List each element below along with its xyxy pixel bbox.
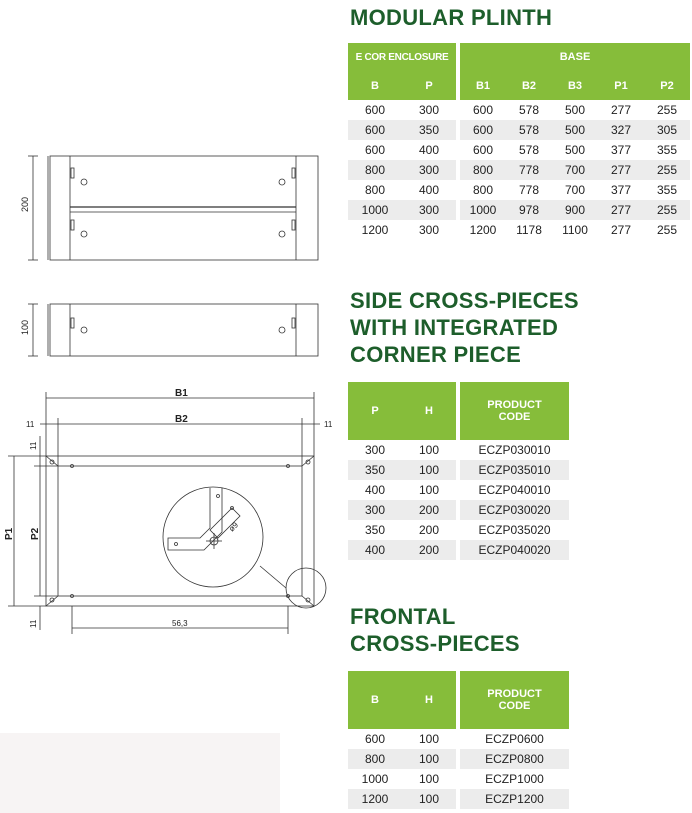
plinth-plan-view	[8, 392, 326, 634]
header-b: B	[348, 71, 402, 100]
side-cross-pieces-rows	[348, 440, 569, 560]
table-cell: 600	[364, 732, 386, 746]
table-cell: 255	[644, 160, 690, 180]
technical-drawing	[0, 0, 345, 700]
table-cell: 100	[402, 749, 456, 769]
table-cell: 327	[598, 120, 644, 140]
table-cell: 1200	[348, 789, 402, 809]
table-row	[348, 200, 690, 220]
frontal-cross-pieces-table	[348, 671, 569, 809]
table-cell: 900	[552, 200, 598, 220]
frontal-code-line-1: PRODUCT	[487, 688, 542, 700]
dim-label-b2: B2	[175, 414, 188, 425]
table-cell: 400	[418, 143, 440, 157]
table-cell: 1200	[469, 223, 497, 237]
side-code-line-2: CODE	[498, 411, 531, 423]
frontal-code-line-2: CODE	[498, 700, 531, 712]
table-cell: 1100	[562, 223, 588, 237]
dim-label-hole: ø9	[227, 520, 241, 534]
table-cell: 377	[610, 183, 632, 197]
table-cell: 300	[348, 500, 402, 520]
table-row	[348, 140, 690, 160]
table-cell: 300	[364, 443, 386, 457]
table-cell: 978	[506, 200, 552, 220]
table-row	[348, 729, 569, 749]
table-row	[348, 460, 569, 480]
header-b2: B2	[506, 71, 552, 100]
table-cell: 200	[418, 523, 440, 537]
table-cell: 350	[348, 460, 402, 480]
table-cell: ECZP040010	[478, 483, 551, 497]
table-cell: 800	[460, 160, 506, 180]
table-cell: 600	[364, 103, 386, 117]
table-cell: 277	[598, 200, 644, 220]
table-row	[348, 789, 569, 809]
table-cell: 800	[364, 183, 386, 197]
modular-plinth-table	[348, 43, 690, 240]
table-cell: 700	[552, 160, 598, 180]
side-cross-pieces-table	[348, 382, 569, 560]
side-code-line-1: PRODUCT	[487, 399, 542, 411]
table-cell: 350	[364, 523, 386, 537]
header-p1: P1	[598, 71, 644, 100]
frontal-title-line-2: CROSS-PIECES	[350, 631, 520, 656]
table-cell: 600	[364, 143, 386, 157]
header-base: BASE	[460, 43, 690, 71]
table-cell: 800	[472, 183, 494, 197]
frontal-title-line-1: FRONTAL	[350, 604, 456, 629]
table-cell: 255	[644, 200, 690, 220]
frontal-header-b: B	[348, 671, 402, 729]
header-p2: P2	[644, 71, 690, 100]
dim-label-200: 200	[20, 196, 30, 212]
modular-plinth-title	[350, 4, 552, 31]
table-cell: 400	[364, 483, 386, 497]
table-row	[348, 440, 569, 460]
table-row	[348, 100, 690, 120]
table-cell: ECZP030010	[478, 443, 551, 457]
table-cell: 600	[472, 103, 494, 117]
table-cell: 578	[518, 103, 540, 117]
table-row	[348, 769, 569, 789]
dim-label-p2: P2	[30, 527, 41, 540]
table-cell: ECZP035020	[478, 523, 551, 537]
table-cell: 800	[348, 160, 402, 180]
side-title-line-2: WITH INTEGRATED	[350, 315, 559, 340]
corner-detail-view	[163, 487, 263, 587]
table-cell: 277	[610, 223, 632, 237]
table-cell: 500	[564, 143, 586, 157]
table-cell: 377	[610, 143, 632, 157]
dim-label-p1: P1	[4, 527, 15, 540]
table-cell: 778	[506, 160, 552, 180]
table-cell: 300	[418, 103, 440, 117]
dim-label-11-top: 11	[29, 441, 38, 450]
table-row	[348, 480, 569, 500]
side-title-line-3: CORNER PIECE	[350, 342, 522, 367]
dim-label-11-right: 11	[324, 420, 333, 429]
table-cell: 350	[402, 120, 456, 140]
table-cell: 400	[348, 540, 402, 560]
table-cell: 100	[418, 772, 440, 786]
background-panel	[0, 733, 280, 813]
plinth-front-view-200	[28, 156, 318, 260]
frontal-cross-pieces-rows	[348, 729, 569, 809]
table-row	[348, 540, 569, 560]
table-row	[348, 500, 569, 520]
dim-label-11-bottom: 11	[29, 619, 38, 628]
modular-plinth-rows	[348, 100, 690, 240]
table-cell: ECZP0600	[485, 732, 544, 746]
table-cell: 355	[656, 143, 678, 157]
table-cell: 1000	[460, 200, 506, 220]
table-cell: 500	[552, 120, 598, 140]
table-cell: ECZP1000	[485, 772, 544, 786]
table-cell: 100	[418, 443, 440, 457]
table-cell: ECZP030020	[460, 500, 569, 520]
table-cell: ECZP0800	[460, 749, 569, 769]
header-b3: B3	[552, 71, 598, 100]
table-cell: 200	[402, 500, 456, 520]
table-cell: 1000	[348, 200, 402, 220]
table-cell: 1178	[516, 223, 542, 237]
table-cell: 200	[402, 540, 456, 560]
table-cell: 255	[656, 223, 678, 237]
header-enclosure: E COR ENCLOSURE	[348, 43, 456, 71]
table-row	[348, 749, 569, 769]
plinth-front-view-100	[28, 304, 318, 356]
table-cell: 600	[348, 120, 402, 140]
table-cell: 355	[656, 183, 678, 197]
table-cell: 500	[564, 103, 586, 117]
table-cell: 100	[402, 460, 456, 480]
dim-label-11-left: 11	[26, 420, 35, 429]
table-cell: 300	[402, 200, 456, 220]
side-header-p: P	[348, 382, 402, 440]
side-header-code	[460, 382, 569, 440]
table-cell: ECZP1200	[460, 789, 569, 809]
header-p: P	[402, 71, 456, 100]
side-header-h: H	[402, 382, 456, 440]
table-cell: 1200	[361, 223, 389, 237]
table-cell: 700	[564, 183, 586, 197]
table-row	[348, 220, 690, 240]
table-cell: 800	[348, 749, 402, 769]
table-cell: 600	[460, 120, 506, 140]
table-cell: 100	[402, 789, 456, 809]
table-cell: 578	[518, 143, 540, 157]
table-cell: 300	[402, 160, 456, 180]
modular-plinth-title-text: MODULAR PLINTH	[350, 5, 553, 30]
table-row	[348, 520, 569, 540]
frontal-cross-pieces-title	[350, 603, 520, 657]
table-cell: ECZP040020	[460, 540, 569, 560]
table-cell: 778	[518, 183, 540, 197]
side-cross-pieces-title	[350, 287, 579, 368]
table-row	[348, 160, 690, 180]
table-cell: 255	[656, 103, 678, 117]
side-title-line-1: SIDE CROSS-PIECES	[350, 288, 579, 313]
table-cell: ECZP035010	[460, 460, 569, 480]
table-cell: 600	[472, 143, 494, 157]
dim-label-56-3: 56,3	[172, 619, 188, 628]
table-cell: 1000	[361, 772, 389, 786]
table-row	[348, 120, 690, 140]
table-cell: 300	[418, 223, 440, 237]
header-b1: B1	[460, 71, 506, 100]
table-cell: 305	[644, 120, 690, 140]
table-row	[348, 180, 690, 200]
table-cell: 277	[598, 160, 644, 180]
table-cell: 400	[418, 183, 440, 197]
dim-label-b1: B1	[175, 388, 188, 399]
table-cell: 578	[506, 120, 552, 140]
dim-label-100: 100	[20, 319, 30, 335]
frontal-header-code	[460, 671, 569, 729]
table-cell: 100	[418, 732, 440, 746]
table-cell: 100	[418, 483, 440, 497]
frontal-header-h: H	[402, 671, 456, 729]
table-cell: 277	[610, 103, 632, 117]
